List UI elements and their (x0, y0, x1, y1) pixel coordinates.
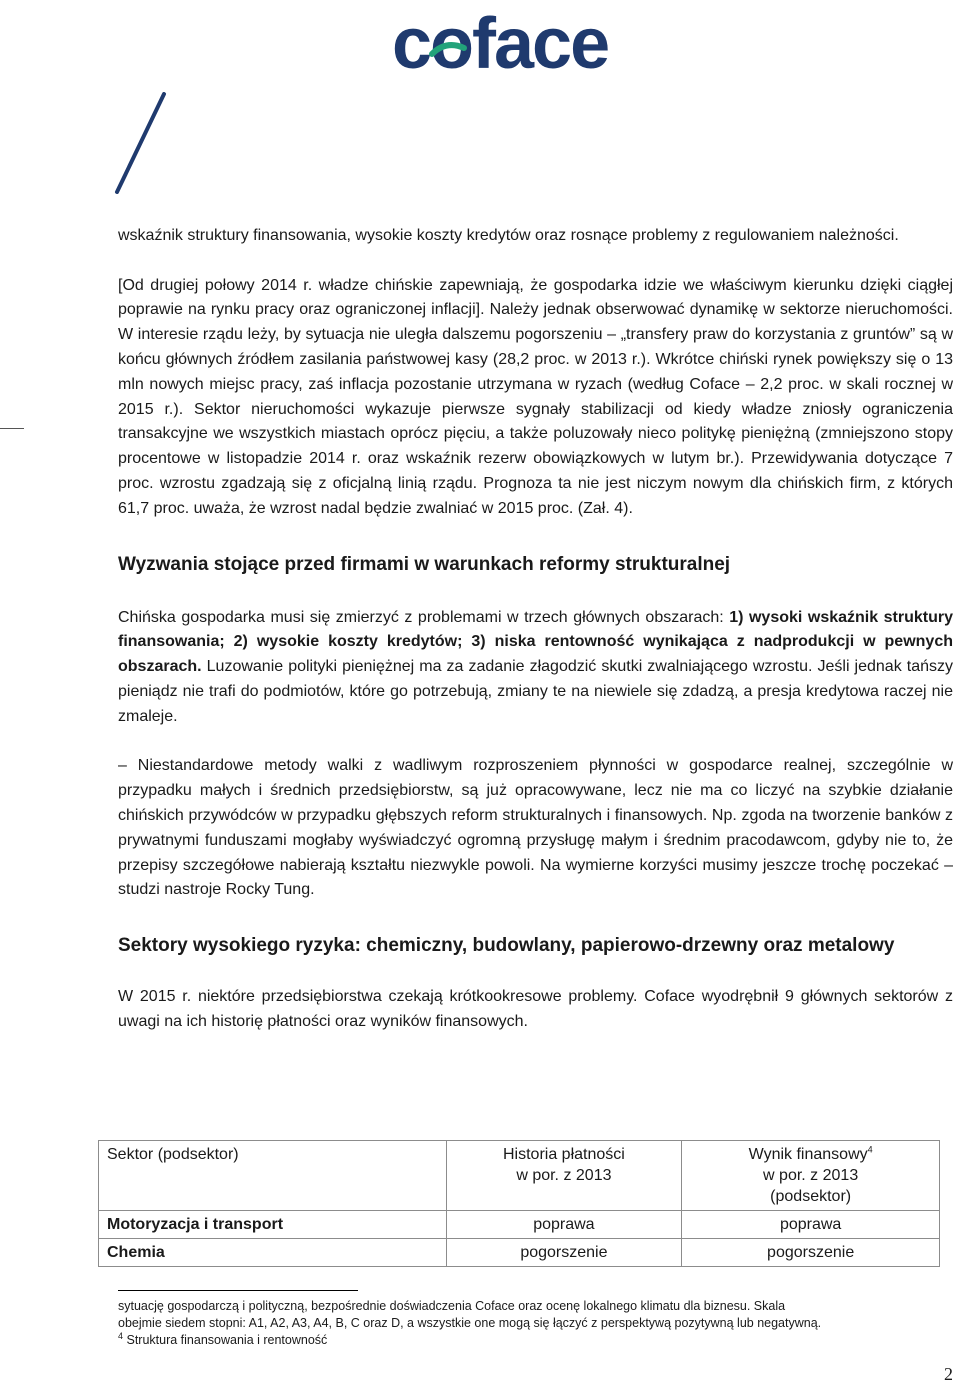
footnote-ref-4: 4 (867, 1144, 873, 1155)
footnote-separator (118, 1290, 358, 1291)
row-history: poprawa (446, 1211, 682, 1239)
margin-dash (0, 428, 24, 429)
paragraph-5: W 2015 r. niektóre przedsiębiorstwa czekają krótkookresowe problemy. Coface wyodrębnił 9 głównych sektorów z uwagi na ich historię płatności oraz wyników finansowych. (118, 988, 953, 1030)
header-sector: Sektor (podsektor) (99, 1141, 447, 1211)
paragraph-2: [Od drugiej połowy 2014 r. władze chińskie zapewniają, że gospodarka idzie we właściwym kierunku dzięki ciągłej poprawie na rynku pracy oraz ograniczonej inflacji]. Należy jednak obserwować dynamikę w sektorze nieruchomości. W interesie rządu leży, by sytuacja nie uległa dalszemu pogorszeniu – „transfery praw do korzystania z gruntów” są w końcu głównych źródłem zasilania państwowej kasy (28,2 proc. w 2013 r.). Wkrótce chiński rynek powiększy się o 13 mln nowych miejsc pracy, zaś inflacja pozostanie utrzymana w ryzach (według Coface – 2,2 proc. w skali rocznej w 2015 r.). Sektor nieruchomości wykazuje pierwsze sygnały stabilizacji od kiedy władze zniosły ograniczenia transakcyjne we wszystkich miastach oprócz pięciu, a także poluzowały nieco politykę pieniężną (zmniejszono stopy procentowe w listopadzie 2014 r. oraz wskaźnik rezerw obowiązkowych w lutym br.). Przewidywania dotyczące 7 proc. wzrostu zgadzają się z oficjalną linią rządu. Prognoza ta nie jest niczym nowym dla chińskich firm, z których 61,7 proc. uważa, że wzrost nadal będzie zwalniać w 2015 proc. (Zał. 4). (118, 276, 953, 517)
footnote-line-1: sytuację gospodarczą i polityczną, bezpośrednie doświadczenia Coface oraz ocenę lokalnego klimatu dla biznesu. Skala (118, 1299, 786, 1313)
row-result: poprawa (682, 1211, 940, 1239)
sectors-table (98, 1140, 940, 1267)
header-financial-result (682, 1141, 940, 1211)
paragraph-3-start: Chińska gospodarka musi się zmierzyć z problemami w trzech głównych obszarach: (118, 608, 730, 626)
paragraph-3 (118, 606, 953, 730)
table-row (99, 1239, 940, 1267)
header-result-line3: (podsektor) (770, 1188, 852, 1205)
row-sector: Motoryzacja i transport (99, 1211, 447, 1239)
paragraph-3-bold: 1) wysoki wskaźnik struktury finansowania; 2) wysokie koszty kredytów; 3) niska rentowność wynikająca z nadprodukcji w pewnych obszarach. (118, 608, 954, 676)
decorative-slash (112, 92, 168, 194)
paragraph-4-quote: – Niestandardowe metody walki z wadliwym rozproszeniem płynności w gospodarce realnej, szczególnie w przypadku małych i średnich przedsiębiorstw, są już opracowywane, lecz nie ma co liczyć na szybkie działanie chińskich przywódców w przypadku głębszych reform strukturalnych i finansowych. Np. zgoda na tworzenie banków z prywatnymi funduszami mogłaby wyświadczyć ogromną przysługę małym i średnim pracodawcom, gdyby nie to, że przepisy szczegółowe nabierają kształtu niezwykle powoli. Na wymierne korzyści musimy jeszcze trochę poczekać – studzi nastroje Rocky Tung. (118, 757, 953, 899)
row-result: pogorszenie (682, 1239, 940, 1267)
row-sector: Chemia (99, 1239, 447, 1267)
page-number: 2 (944, 1364, 953, 1384)
coface-logo (392, 10, 672, 80)
header-result-line2: w por. z 2013 (763, 1167, 859, 1184)
heading-sectors: Sektory wysokiego ryzyka: chemiczny, budowlany, papierowo-drzewny oraz metalowy (118, 935, 895, 957)
row-history: pogorszenie (446, 1239, 682, 1267)
paragraph-3-end: Luzowanie polityki pieniężnej ma za zadanie złagodzić skutki zwalniającego wzrostu. Jeśli jednak tańszy pieniądz nie trafi do podmiotów, które go potrzebują, zmiany te na niewiele się zdadzą, a presja kredytowa raczej nie zmaleje. (118, 658, 953, 725)
header-result-line1: Wynik finansowy (748, 1146, 868, 1163)
footnotes (118, 1298, 953, 1349)
heading-reforms: Wyzwania stojące przed firmami w warunkach reformy strukturalnej (118, 553, 731, 575)
header-payment-history (446, 1141, 682, 1211)
page-content (118, 224, 953, 1035)
header-history-line2: w por. z 2013 (516, 1167, 612, 1184)
footnote-4-text: Struktura finansowania i rentowność (123, 1333, 328, 1347)
paragraph-1: wskaźnik struktury finansowania, wysokie koszty kredytów oraz rosnące problemy z regulowaniem należności. (118, 227, 899, 244)
svg-text:coface: coface (392, 10, 609, 80)
footnote-line-2: obejmie siedem stopni: A1, A2, A3, A4, B, C oraz D, a wszystkie one mogą się łączyć z perspektywą pozytywną lub negatywną. (118, 1316, 822, 1330)
header-history-line1: Historia płatności (502, 1146, 625, 1163)
footnote-4-marker: 4 (118, 1330, 124, 1341)
footnote-4 (118, 1332, 953, 1349)
table-header-row (99, 1141, 940, 1211)
table-row (99, 1211, 940, 1239)
